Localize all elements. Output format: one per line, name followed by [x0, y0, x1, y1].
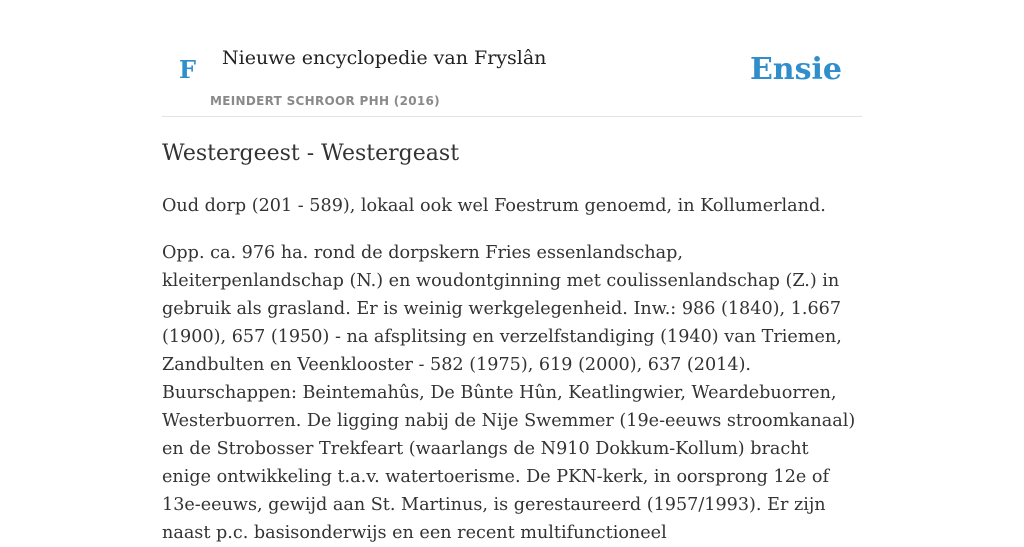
ensie-logo-link[interactable]: Ensie [749, 52, 842, 87]
book-initial-icon: F [179, 55, 197, 84]
book-title-link[interactable]: Nieuwe encyclopedie van Fryslân [222, 47, 547, 69]
entry-paragraph-body: Opp. ca. 976 ha. rond de dorpskern Fries essenlandschap, kleiterpenlandschap (N.) en woudontginning met coulissenlandschap (Z.) in gebruik als grasland. Er is weinig werkgelegenheid. Inw.: 986 (1840), 1.667 (1900), 657 (1950) - na afsplitsing en verzelfstandiging (1940) van Triemen, Zandbulten en Veenklooster - 582 (1975), 619 (2000), 637 (2014). Buurschappen: Beintemahûs, De Bûnte Hûn, Keatlingwier, Weardebuorren, Westerbuorren. De ligging nabij de Nije Swemmer (19e-eeuws stroomkanaal) en de Strobosser Trekfeart (waarlangs de N910 Dokkum-Kollum) bracht enige ontwikkeling t.a.v. watertoerisme. De PKN-kerk, in oorsprong 12e of 13e-eeuws, gewijd aan St. Martinus, is gerestaureerd (1957/1993). Er zijn naast p.c. basisonderwijs en een recent multifunctioneel [162, 243, 856, 543]
entry-title: Westergeest - Westergeast [162, 141, 460, 166]
book-author: MEINDERT SCHROOR PHH (2016) [210, 94, 440, 108]
entry-paragraph-intro: Oud dorp (201 - 589), lokaal ook wel Foestrum genoemd, in Kollumerland. [162, 196, 826, 216]
book-header [162, 0, 862, 117]
entry-content [162, 138, 862, 547]
